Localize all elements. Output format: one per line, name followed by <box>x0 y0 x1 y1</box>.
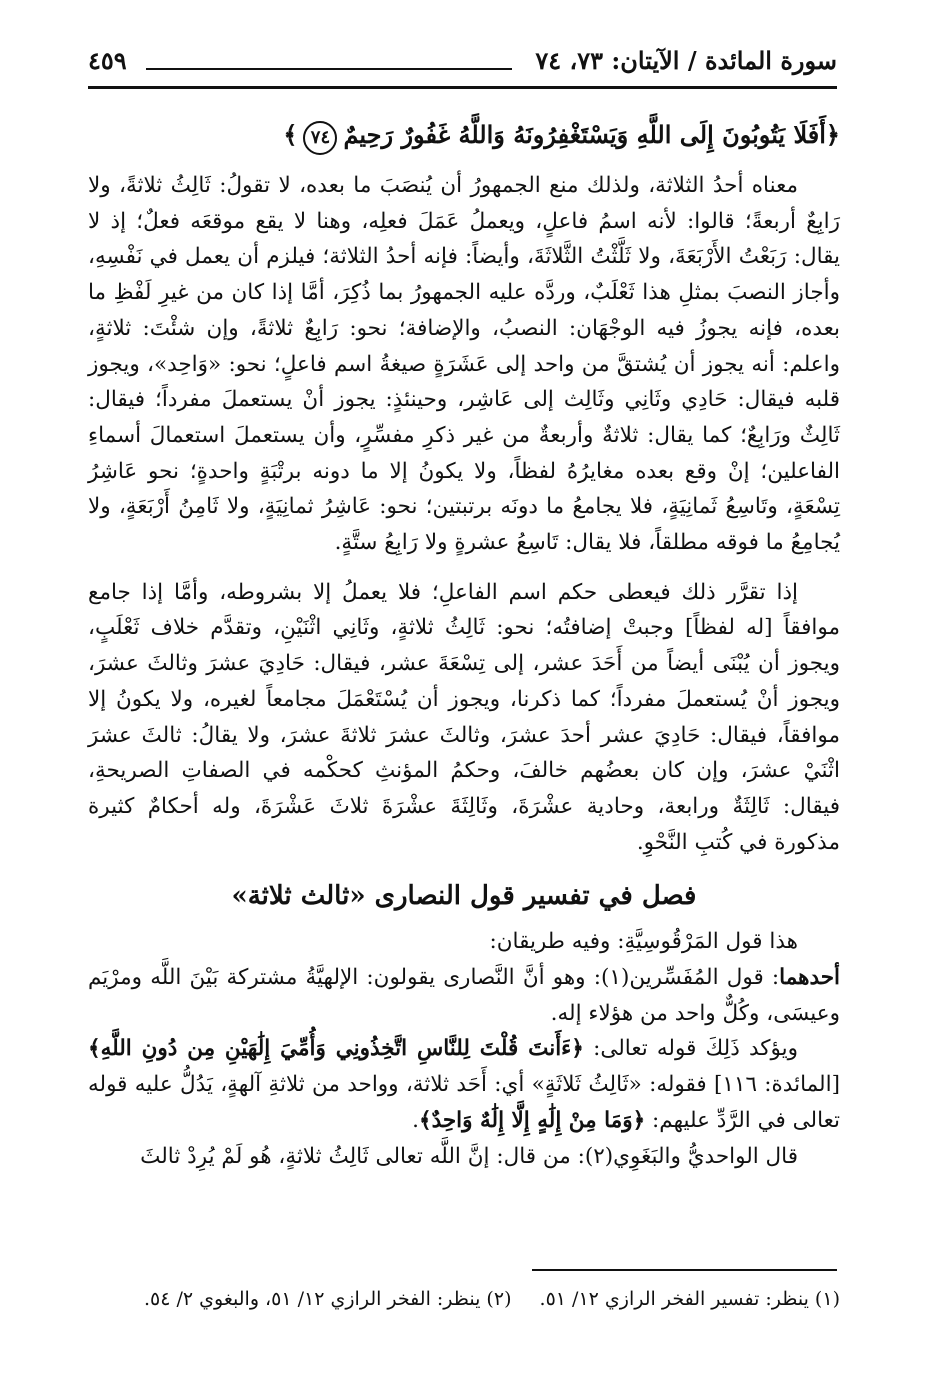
section-heading: فصل في تفسير قول النصارى «ثالث ثلاثة» <box>231 881 697 912</box>
footnote-1: (١) ينظر: تفسير الفخر الرازي ١٢/ ٥١. <box>539 1288 840 1310</box>
verse-close: ﴾ <box>283 120 298 149</box>
support-intro: ويؤكد ذَلِكَ قوله تعالى: <box>583 1036 798 1062</box>
running-header <box>88 42 837 88</box>
header-title: سورة المائدة / الآيتان: ٧٣، ٧٤ <box>535 46 837 75</box>
support-end: . <box>412 1107 419 1133</box>
verse-text: ﴿أَفَلَا يَتُوبُونَ إِلَى اللَّهِ وَيَسْتَغْفِرُونَهُ وَاللَّهُ غَفُورٌ رَحِيمٌ <box>343 120 840 149</box>
paragraph-2: إذا تقرَّر ذلك فيعطى حكم اسم الفاعلِ؛ فلا يعملُ إلا بشروطه، وأمَّا إذا جامع موافقاً [له لفظاً] وجبتْ إضافتُه؛ نحو: ثَالِثُ ثلاثةٍ، وثَانِي اثْنَيْنِ، وتقدَّم خلاف ثَعْلَبٍ، ويجوز أن يُبْنَى أيضاً من أَحَدَ عشر، إلى تِسْعَةَ عشر، فيقال: حَادِيَ عشرَ وثالثَ عشرَ، ويجوز أنْ يُستعملَ مفرداً؛ كما ذكرنا، ويجوز أن يُسْتَعْمَلَ مجامعاً لغيره، ولا يكونُ إلا موافقاً، فيقال: حَادِيَ عشر أحدَ عشرَ، وثالثَ عشرَ ثلاثةَ عشرَ، ولا يقالُ: ثالثَ عشرَ اثْنَيْ عشرَ، وإن كان بعضُهم خالفَ، وحكمُ المؤنثِ كحكْمه في الصفاتِ الصريحةِ، فيقال: ثَالِثَةٌ ورابعة، وحادية عشْرَةَ، وثَالِثَةَ عشْرَةَ ثلاثَ عَشْرَةَ، وله أحكامٌ كثيرة مذكورة في كُتبِ النَّحْوِ. <box>88 579 840 855</box>
paragraph-gap <box>88 561 840 575</box>
page-body <box>88 112 840 1174</box>
first-way-label: أحدهما <box>779 965 841 991</box>
support-verse: ﴿ءَأَنتَ قُلْتَ لِلنَّاسِ اتَّخِذُونِي وَأُمِّيَ إِلَٰهَيْنِ مِن دُونِ اللَّهِ﴾ <box>88 1036 584 1062</box>
header-rule <box>146 68 512 70</box>
page-number: ٤٥٩ <box>88 46 127 75</box>
paragraph-1: معناه أحدُ الثلاثة، ولذلك منع الجمهورُ أن يُنصَبَ ما بعده، لا تقولُ: ثَالِثُ ثلاثةً، ولا رَابِعٌ أربعةً؛ قالوا: لأنه اسمُ فاعلٍ، ويعملُ عَمَلَ فعلِه، وهنا لا يقع موقعَه فعلٌ؛ إذ لا يقال: رَبَعْتُ الأَرْبَعَةَ، ولا ثَلَّثْتُ الثَّلاثَةَ، وأيضاً: فإنه أحدُ الثلاثة؛ فيلزم أن يعمل في نَفْسِهِ، وأجاز النصبَ بمثلِ هذا ثَعْلَبٌ، وردَّه عليه الجمهورُ بما ذُكِرَ، أمَّا إذا كان من غيرِ لَفْظِ ما بعده، فإنه يجوزُ فيه الوجْهَان: النصبُ، والإضافة؛ نحو: رَابِعٌ ثلاثةً، وإن شئْتَ: ثلاثةٍ، واعلم: أنه يجوز أن يُشتقَّ من واحد إلى عَشَرَةٍ صيغةُ اسم فاعلٍ؛ نحو: «وَاحِد»، ويجوز قلبه فيقال: حَادِي وثَانِي وثَالِث إلى عَاشِر، وحينئذٍ: يجوز أنْ يستعملَ مفرداً؛ فيقال: ثَالِثٌ ورَابِعٌ؛ كما يقال: ثلاثةٌ وأربعةٌ من غير ذكرِ مفسِّرٍ، وأن يستعملَ استعمالَ أسماءِ الفاعلين؛ إنْ وقع بعده مغايرُهُ لفظاً، ولا يكونُ إلا ما دونه برتْبَةٍ واحدةٍ؛ نحو عَاشِرُ تِسْعَةٍ، وتَاسِعُ ثَمانِيَةٍ، فلا يجامعُ ما دونَه برتبتين؛ نحو: عَاشِرُ ثمانِيَةٍ، ولا ثَامِنُ أَرْبَعَةٍ، ولا يُجامِعُ ما فوقه مطلقاً، فلا يقال: تَاسِعُ عشرةٍ ولا رَابِعُ ستَّةٍ. <box>88 173 840 556</box>
header-underline <box>88 86 837 89</box>
verse-number: ٧٤ <box>303 121 337 155</box>
support-text: [المائدة: ١١٦] فقوله: «ثَالِثُ ثَلاثَةٍ» أي: أَحَد ثلاثة، وواحد من ثلاثةِ آلهةٍ، يَدُلُّ عليه قوله تعالى في الرَّدِّ عليهم: <box>88 1072 840 1133</box>
footnote-separator <box>532 1269 837 1271</box>
section-intro: هذا قول المَرْقُوسِيَّةِ: وفيه طريقان: <box>489 929 798 955</box>
quran-verse <box>88 112 840 158</box>
footnote-2: (٢) ينظر: الفخر الرازي ١٢/ ٥١، والبغوي ٢/ ٥٤. <box>143 1288 512 1310</box>
first-way-text: : قول المُفَسِّرين(١): وهو أنَّ النَّصارى يقولون: الإلهيَّةُ مشتركة بَيْنَ اللَّه ومرْيَم وعيسَى، وكُلٌّ واحد من هؤلاء إله. <box>88 965 840 1026</box>
support-verse-2: ﴿وَمَا مِنْ إِلَٰهٍ إِلَّا إِلَٰهٌ وَاحِدٌ﴾ <box>418 1107 646 1133</box>
footnotes <box>88 1288 840 1310</box>
support-paragraph <box>88 1031 840 1138</box>
last-paragraph: قال الواحديُّ والبَغَوِي(٢): من قال: إنَّ اللَّه تعالى ثَالِثُ ثلاثةٍ، هُو لَمْ يُرِدْ ثالثَ <box>140 1143 798 1169</box>
first-way-paragraph <box>88 960 840 1031</box>
